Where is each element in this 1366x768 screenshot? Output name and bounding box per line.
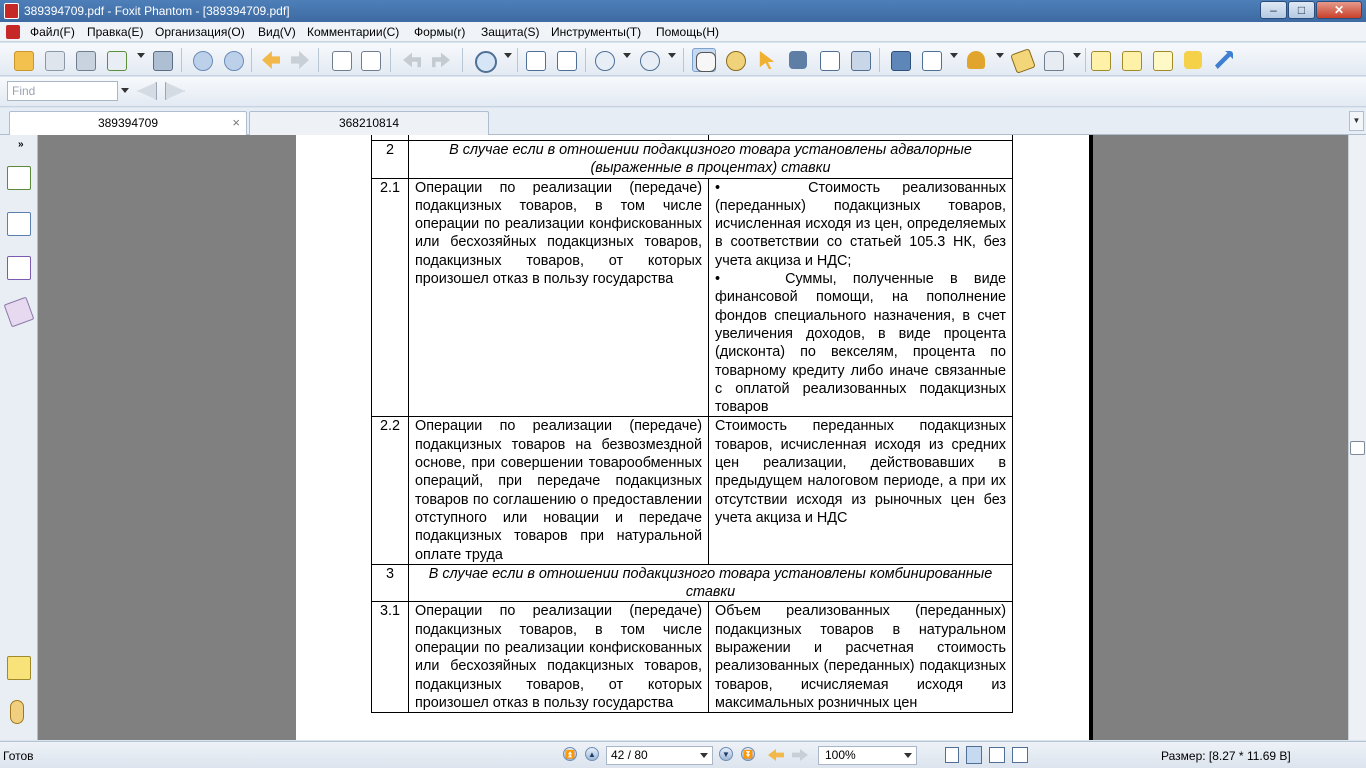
document-menu-icon[interactable] — [6, 25, 20, 39]
hand-tool-icon[interactable] — [692, 48, 716, 72]
toolbar-separator — [1085, 48, 1086, 72]
binoculars-icon[interactable] — [786, 48, 810, 72]
scan-icon[interactable] — [150, 48, 174, 72]
minimize-button[interactable]: – — [1260, 1, 1287, 19]
row-number: 2.1 — [372, 178, 409, 417]
menu-file[interactable]: Файл(F) — [30, 25, 75, 39]
zoom-dropdown-arrow[interactable] — [904, 753, 912, 758]
list-item: • Суммы, полученные в виде финансовой помощи, на пополнение фондов специального назначения, в счет увеличения доходов, в виде процента (дисконта) по векселям, процента по товарному кредиту либо иначе связанные с оплатой реализованных подакцизных товаров — [715, 271, 1007, 416]
expand-panel-icon[interactable]: » — [18, 139, 24, 150]
table-row — [372, 602, 1013, 713]
close-button[interactable]: ✕ — [1316, 1, 1362, 19]
save-icon[interactable] — [42, 48, 66, 72]
print-icon[interactable] — [73, 48, 97, 72]
table-row — [372, 141, 1013, 179]
page-size-text: Размер: [8.27 * 11.69 В] — [1161, 749, 1291, 763]
zoom-level-field[interactable] — [818, 746, 917, 765]
arrow-icon[interactable] — [1212, 48, 1236, 72]
section-heading: В случае если в отношении подакцизного товара установлены комбинированные ставки — [409, 564, 1013, 602]
redo-icon[interactable] — [429, 48, 453, 72]
find-input[interactable] — [7, 81, 118, 101]
snapshot-icon[interactable] — [848, 48, 872, 72]
text-select-icon[interactable] — [817, 48, 841, 72]
toolbar-separator — [251, 48, 252, 72]
table-row — [372, 417, 1013, 564]
menu-bar — [0, 22, 1366, 42]
status-text: Готов — [3, 749, 34, 763]
foxit-app-icon — [4, 3, 19, 19]
page-down-icon[interactable] — [221, 48, 245, 72]
tab-close-icon[interactable]: × — [232, 115, 240, 130]
operation-cell: Операции по реализации (передаче) подакцизных товаров на безвозмездной основе, при совершении товарообменных операций, при передаче подакцизных товаров по соглашению о предоставлении отступного или новации и передаче подакцизных товаров при натуральной оплате труда — [409, 417, 709, 564]
page-number-value: 42 / 80 — [611, 748, 648, 762]
window-title: 389394709.pdf - Foxit Phantom - [389394709.pdf] — [24, 4, 290, 18]
pdf-page — [296, 135, 1089, 740]
table-row — [372, 178, 1013, 417]
forward-icon[interactable] — [288, 48, 312, 72]
tab-list-chevron-icon[interactable]: ▼ — [1349, 111, 1364, 131]
navigation-panel — [0, 135, 38, 740]
select-arrow-icon[interactable] — [755, 48, 779, 72]
tab-368210814[interactable] — [249, 111, 489, 135]
next-view-icon[interactable] — [792, 749, 808, 761]
find-toolbar — [0, 77, 1366, 107]
display-icon[interactable] — [888, 48, 912, 72]
vertical-scrollbar[interactable] — [1348, 135, 1366, 740]
find-dropdown-arrow[interactable] — [121, 88, 129, 93]
tab-label: 389394709 — [97, 116, 159, 130]
toolbar-separator — [318, 48, 319, 72]
fit-width-icon[interactable] — [554, 48, 578, 72]
page-up-icon[interactable] — [190, 48, 214, 72]
tab-389394709[interactable] — [9, 111, 247, 135]
menu-organize[interactable]: Организация(O) — [155, 25, 245, 39]
toolbar-separator — [517, 48, 518, 72]
row-number: 3.1 — [372, 602, 409, 713]
stamp-icon[interactable] — [964, 48, 988, 72]
comment-icon[interactable] — [1181, 48, 1205, 72]
text-box-icon[interactable] — [1150, 48, 1174, 72]
page-dropdown-arrow[interactable] — [700, 753, 708, 758]
menu-protect[interactable]: Защита(S) — [481, 25, 540, 39]
zoom-plus-dropdown-arrow[interactable] — [668, 53, 676, 58]
continuous-facing-icon[interactable] — [1012, 747, 1028, 763]
previous-page-icon[interactable]: ▲ — [585, 747, 599, 761]
open-icon[interactable] — [11, 48, 35, 72]
menu-comments[interactable]: Комментарии(C) — [307, 25, 400, 39]
section-heading: В случае если в отношении подакцизного товара установлены адвалорные (выраженные в процентах) ставки — [409, 141, 1013, 179]
operation-cell: Операции по реализации (передаче) подакцизных товаров, в том числе операции по реализации конфискованных или бесхозяйных подакцизных товаров, подакцизных товаров, от которых произошел отказ в пользу государства — [409, 178, 709, 417]
toolbar-separator — [683, 48, 684, 72]
insert-page-icon[interactable] — [358, 48, 382, 72]
operation-cell: Операции по реализации (передаче) подакцизных товаров, в том числе операции по реализации конфискованных или бесхозяйных подакцизных товаров, подакцизных товаров, от которых произошел отказ в пользу государства — [409, 602, 709, 713]
toolbar-separator — [390, 48, 391, 72]
tab-label: 368210814 — [338, 116, 400, 130]
layers-panel-icon[interactable] — [4, 297, 35, 328]
toolbar-separator — [462, 48, 463, 72]
page-edge — [1089, 135, 1093, 740]
menu-tools[interactable]: Инструменты(T) — [551, 25, 642, 39]
single-page-icon[interactable] — [945, 747, 959, 763]
first-page-icon[interactable]: ⏫ — [563, 747, 577, 761]
main-toolbar — [0, 43, 1366, 76]
lock-dropdown-arrow[interactable] — [1073, 53, 1081, 58]
menu-edit[interactable]: Правка(E) — [87, 25, 144, 39]
pages-panel-icon[interactable] — [7, 212, 31, 236]
previous-view-icon[interactable] — [768, 749, 784, 761]
edit-icon[interactable] — [1119, 48, 1143, 72]
email-dropdown-arrow[interactable] — [137, 53, 145, 58]
tax-base-cell — [709, 178, 1013, 417]
continuous-page-icon[interactable] — [966, 746, 982, 764]
next-page-icon[interactable]: ▼ — [719, 747, 733, 761]
stamp-dropdown-arrow[interactable] — [996, 53, 1004, 58]
annotations-panel-icon[interactable] — [7, 256, 31, 280]
table-row — [372, 564, 1013, 602]
zoom-minus-dropdown-arrow[interactable] — [623, 53, 631, 58]
menu-help[interactable]: Помощь(H) — [656, 25, 720, 39]
menu-forms[interactable]: Формы(r) — [414, 25, 466, 39]
note-icon[interactable] — [1088, 48, 1112, 72]
toolbar-separator — [181, 48, 182, 72]
toolbar-separator — [585, 48, 586, 72]
lock-icon[interactable] — [1041, 48, 1065, 72]
zoom-in-icon[interactable] — [472, 48, 496, 72]
list-item-text: Стоимость реализованных (переданных) подакцизных товаров, исчисленная исходя из цен, определяемых в соответствии со статьей 105.3 НК, без учета акциза и НДС; — [715, 179, 1006, 269]
find-next-icon[interactable] — [165, 82, 185, 100]
tax-base-cell: Объем реализованных (переданных) подакцизных товаров в натуральном выражении и расчетная стоимость реализованных (переданных) подакцизных товаров, исчисляемая исходя из максимальных розничных цен — [709, 602, 1013, 713]
bookmarks-panel-icon[interactable] — [7, 166, 31, 190]
last-page-icon[interactable]: ⏬ — [741, 747, 755, 761]
list-item-text: Суммы, полученные в виде финансовой помощи, на пополнение фондов специального назначения, в счет увеличения доходов, в виде процента (дисконта) по векселям, процента по товарному кредиту либо иначе связанные с оплатой реализованных подакцизных товаров — [715, 271, 1007, 416]
document-tab-bar — [0, 108, 1366, 135]
row-number: 2 — [372, 141, 409, 179]
row-number: 3 — [372, 564, 409, 602]
scrollbar-thumb[interactable] — [1350, 441, 1365, 455]
tax-base-table — [371, 135, 1013, 713]
email-icon[interactable] — [104, 48, 128, 72]
undo-icon[interactable] — [400, 48, 424, 72]
list-item: • Стоимость реализованных (переданных) подакцизных товаров, исчисленная исходя из цен, определяемых в соответствии со статьей 105.3 НК, без учета акциза и НДС; — [715, 179, 1006, 269]
sign-icon[interactable] — [1010, 48, 1034, 72]
title-bar — [0, 0, 1366, 22]
zoom-dropdown-arrow[interactable] — [504, 53, 512, 58]
loupe-icon[interactable] — [723, 48, 747, 72]
zoom-plus-icon[interactable] — [637, 48, 661, 72]
extract-page-icon[interactable] — [329, 48, 353, 72]
maximize-button[interactable]: □ — [1288, 1, 1315, 19]
tax-base-cell: Стоимость переданных подакцизных товаров, исчисленная исходя из средних цен реализации, действовавших в предыдущем налоговом периоде, а при их отсутствии исходя из рыночных цен без учета акциза и НДС — [709, 417, 1013, 564]
attachments-panel-icon[interactable] — [10, 700, 24, 724]
status-bar — [0, 741, 1366, 768]
typewriter-icon[interactable] — [919, 48, 943, 72]
find-previous-icon[interactable] — [137, 82, 157, 100]
facing-page-icon[interactable] — [989, 747, 1005, 763]
page-number-field[interactable] — [606, 746, 713, 765]
row-number: 2.2 — [372, 417, 409, 564]
back-icon[interactable] — [259, 48, 283, 72]
comments-panel-icon[interactable] — [7, 656, 31, 680]
menu-view[interactable]: Вид(V) — [258, 25, 296, 39]
toolbar-separator — [879, 48, 880, 72]
typewriter-dropdown-arrow[interactable] — [950, 53, 958, 58]
document-viewer[interactable] — [38, 135, 1348, 740]
zoom-level-value: 100% — [825, 748, 856, 762]
fit-page-icon[interactable] — [523, 48, 547, 72]
zoom-minus-icon[interactable] — [592, 48, 616, 72]
